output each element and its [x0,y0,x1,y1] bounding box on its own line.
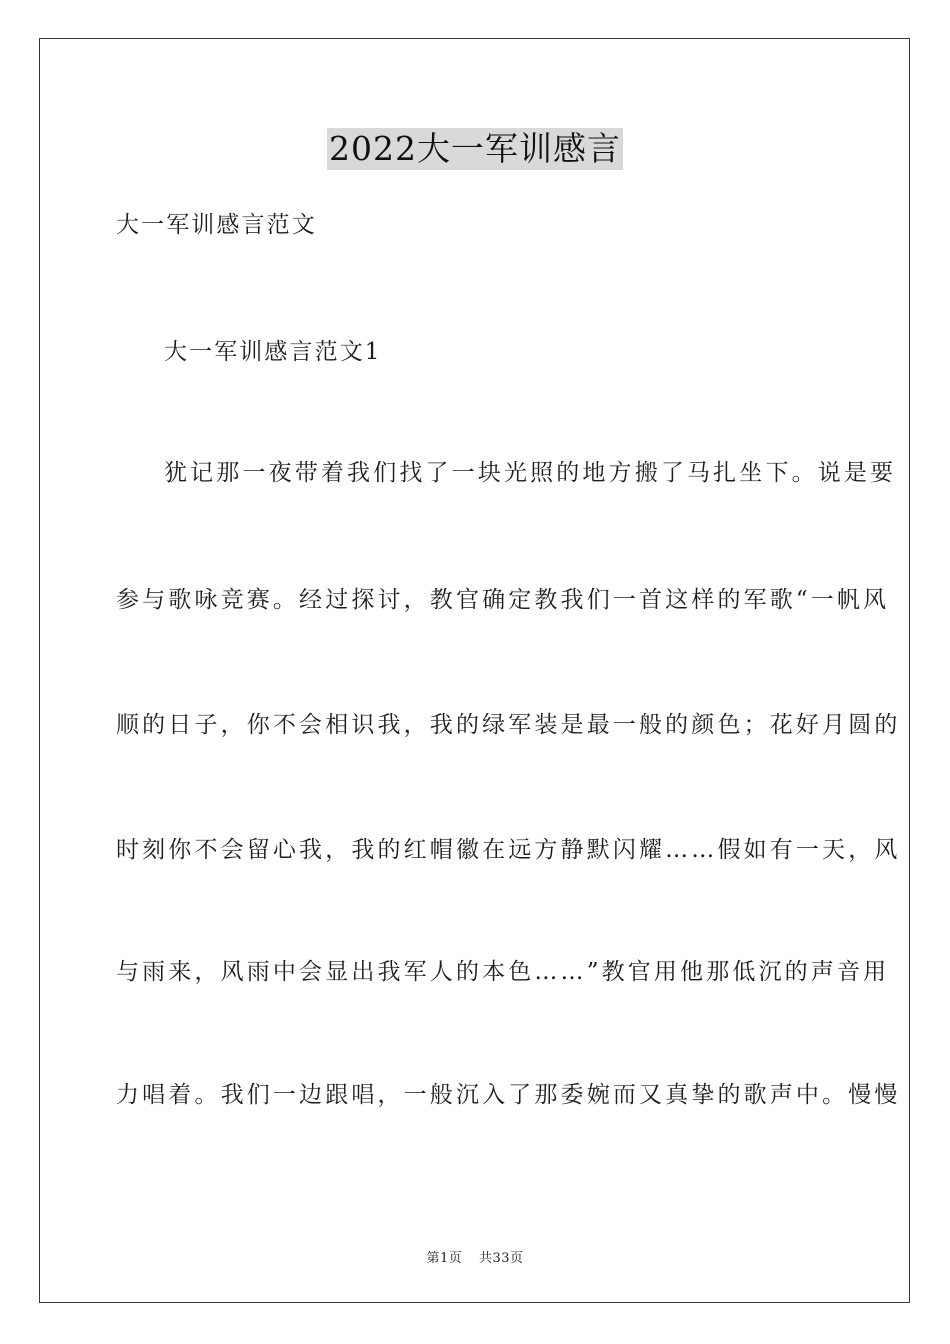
paragraph-line-3: 顺的日子，你不会相识我，我的绿军装是最一般的颜色；花好月圆的 [116,712,901,738]
paragraph-line-2: 参与歌咏竞赛。经过探讨，教官确定教我们一首这样的军歌“一帆风 [116,587,890,613]
paragraph-line-4: 时刻你不会留心我，我的红帽徽在远方静默闪耀……假如有一天，风 [116,837,901,863]
page-footer [0,1247,950,1266]
paragraph-line-6: 力唱着。我们一边跟唱，一般沉入了那委婉而又真挚的歌声中。慢慢 [116,1082,901,1108]
page-number-current: 第1页 [426,1251,463,1266]
paragraph-line-1: 犹记那一夜带着我们找了一块光照的地方搬了马扎坐下。说是要 [164,460,897,486]
paragraph-line-5: 与雨来，风雨中会显出我军人的本色……”教官用他那低沉的声音用 [116,959,890,985]
section-heading: 大一军训感言范文1 [164,339,382,365]
title-container [0,128,950,170]
document-title: 2022大一军训感言 [329,129,621,168]
page-number-total: 共33页 [478,1251,524,1266]
document-subtitle: 大一军训感言范文 [116,212,317,238]
